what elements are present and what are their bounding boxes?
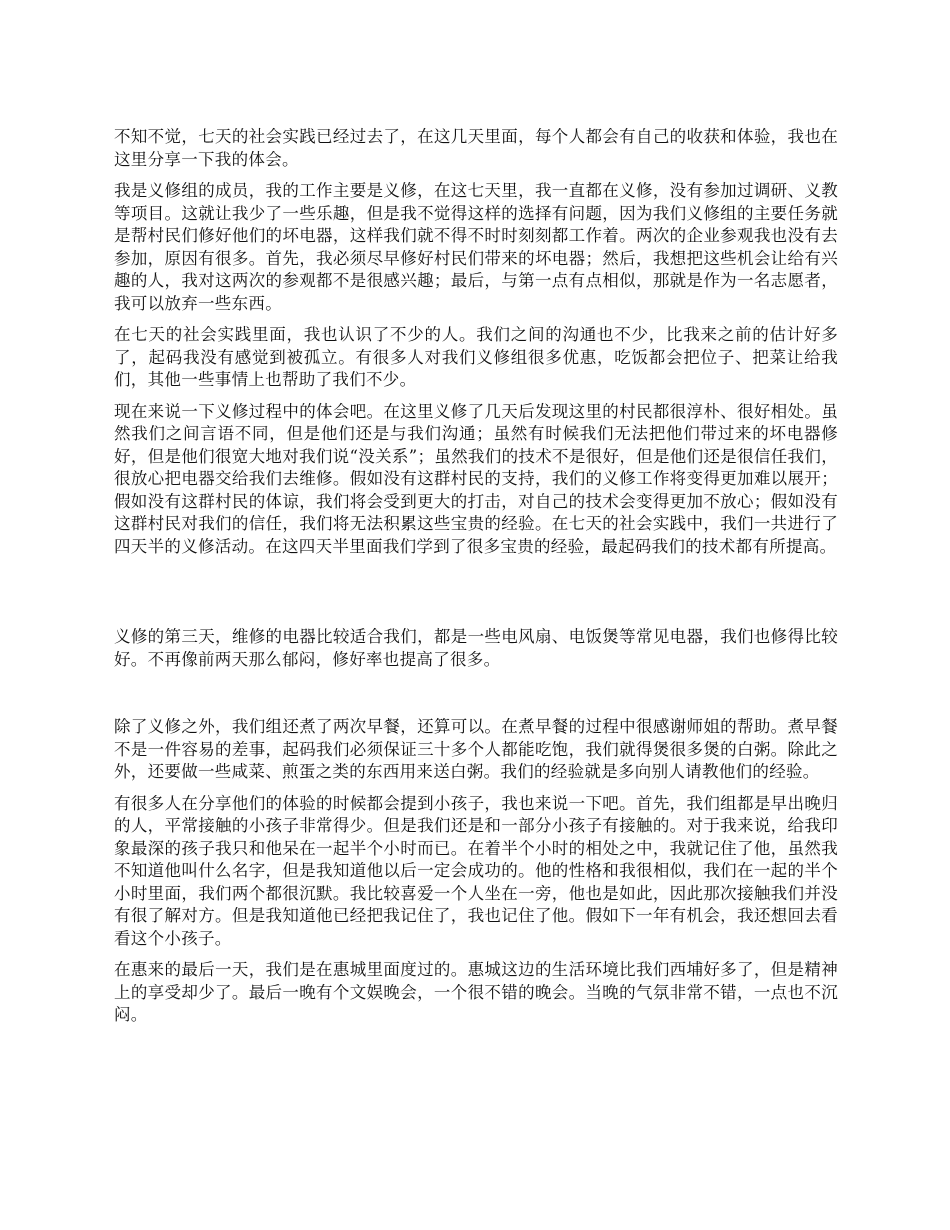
paragraph-people: 在七天的社会实践里面，我也认识了不少的人。我们之间的沟通也不少，比我来之前的估计好多了，起码我没有感觉到被孤立。有很多人对我们义修组很多优惠，吃饭都会把位子、把菜让给我们，其他一些事情上也帮助了我们不少。 [114, 325, 838, 389]
paragraph-third-day: 义修的第三天，维修的电器比较适合我们，都是一些电风扇、电饭煲等常见电器，我们也修得比较好。不再像前两天那么郁闷，修好率也提高了很多。 [114, 627, 838, 669]
paragraph-children: 有很多人在分享他们的体验的时候都会提到小孩子，我也来说一下吧。首先，我们组都是早出晚归的人，平常接触的小孩子非常得少。但是我们还是和一部分小孩子有接触的。对于我来说，给我印象最深的孩子我只和他呆在一起半个小时而已。在着半个小时的相处之中，我就记住了他，虽然我不知道他叫什么名字，但是我知道他以后一定会成功的。他的性格和我很相似，我们在一起的半个小时里面，我们两个都很沉默。我比较喜爱一个人坐在一旁，他也是如此，因此那次接触我们并没有很了解对方。但是我知道他已经把我记住了，我也记住了他。假如下一年有机会，我还想回去看看这个小孩子。 [114, 793, 838, 948]
paragraph-last-day: 在惠来的最后一天，我们是在惠城里面度过的。惠城这边的生活环境比我们西埔好多了，但是精神上的享受却少了。最后一晚有个文娱晚会，一个很不错的晚会。当晚的气氛非常不错，一点也不沉闷。 [114, 960, 838, 1024]
document-body [114, 126, 838, 1036]
spacer [114, 680, 838, 716]
paragraph-repair-experience: 现在来说一下义修过程中的体会吧。在这里义修了几天后发现这里的村民都很淳朴、很好相处。虽然我们之间言语不同，但是他们还是与我们沟通；虽然有时候我们无法把他们带过来的坏电器修好，但是他们很宽大地对我们说“没关系”；虽然我们的技术不是很好，但是他们还是很信任我们，很放心把电器交给我们去维修。假如没有这群村民的支持，我们的义修工作将变得更加难以展开；假如没有这群村民的体谅，我们将会受到更大的打击，对自己的技术会变得更加不放心；假如没有这群村民对我们的信任，我们将无法积累这些宝贵的经验。在七天的社会实践中，我们一共进行了四天半的义修活动。在这四天半里面我们学到了很多宝贵的经验，最起码我们的技术都有所提高。 [114, 401, 838, 556]
paragraph-intro: 不知不觉，七天的社会实践已经过去了，在这几天里面，每个人都会有自己的收获和体验，我也在这里分享一下我的体会。 [114, 127, 838, 169]
spacer [114, 567, 838, 626]
paragraph-breakfast: 除了义修之外，我们组还煮了两次早餐，还算可以。在煮早餐的过程中很感谢师姐的帮助。煮早餐不是一件容易的差事，起码我们必须保证三十多个人都能吃饱，我们就得煲很多煲的白粥。除此之外，还要做一些咸菜、煎蛋之类的东西用来送白粥。我们的经验就是多向别人请教他们的经验。 [114, 717, 838, 781]
paragraph-role: 我是义修组的成员，我的工作主要是义修，在这七天里，我一直都在义修，没有参加过调研、义教等项目。这就让我少了一些乐趣，但是我不觉得这样的选择有问题，因为我们义修组的主要任务就是帮村民们修好他们的坏电器，这样我们就不得不时时刻刻都工作着。两次的企业参观我也没有去参加，原因有很多。首先，我必须尽早修好村民们带来的坏电器；然后，我想把这些机会让给有兴趣的人，我对这两次的参观都不是很感兴趣；最后，与第一点有点相似，那就是作为一名志愿者，我可以放弃一些东西。 [114, 181, 838, 313]
